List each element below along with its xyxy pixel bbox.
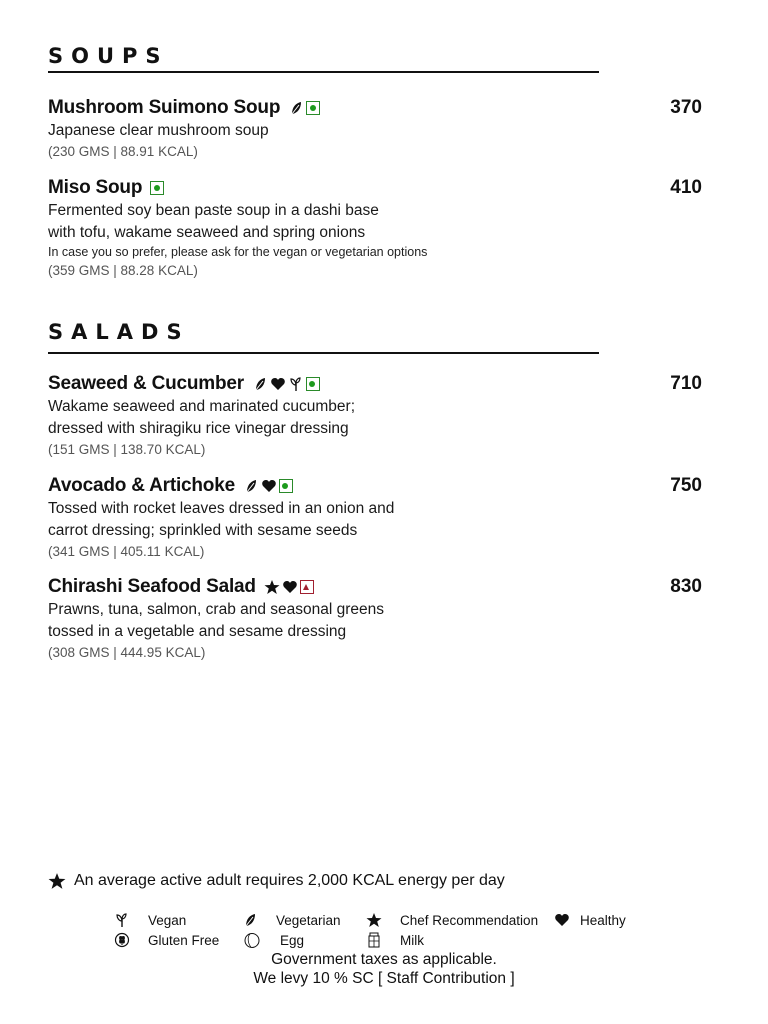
item-price: 750: [670, 475, 702, 496]
item-description: Fermented soy bean paste soup in a dashi base: [48, 202, 379, 219]
item-price: 410: [670, 177, 702, 198]
section-title-salads: SALADS: [48, 320, 190, 344]
item-nutrition: (151 GMS | 138.70 KCAL): [48, 442, 206, 457]
energy-note-text: An average active adult requires 2,000 KCAL energy per day: [74, 872, 505, 889]
veg-mark-icon: [306, 101, 320, 115]
vegetarian-icon: [252, 376, 268, 392]
veg-mark-icon: [150, 181, 164, 195]
item-description: Tossed with rocket leaves dressed in an onion and: [48, 500, 395, 517]
item-nutrition: (308 GMS | 444.95 KCAL): [48, 645, 206, 660]
healthy-icon: [261, 478, 277, 494]
item-price: 710: [670, 373, 702, 394]
vegan-icon: [114, 912, 130, 928]
non-veg-mark-icon: [300, 580, 314, 594]
legend-label-milk: Milk: [400, 932, 424, 948]
gluten-free-icon: [114, 932, 130, 948]
veg-mark-icon: [306, 377, 320, 391]
item-description: dressed with shiragiku rice vinegar dressing: [48, 420, 349, 437]
item-nutrition: (341 GMS | 405.11 KCAL): [48, 544, 205, 559]
legend-label-gluten-free: Gluten Free: [148, 932, 220, 948]
menu-item-chirashi-seafood-salad: [48, 575, 708, 662]
veg-mark-icon: [279, 479, 293, 493]
star-icon: [48, 872, 66, 890]
energy-note: [48, 872, 505, 890]
legend-label-chef: Chef Recommendation: [400, 912, 539, 928]
item-description: with tofu, wakame seaweed and spring onions: [48, 224, 366, 241]
section-divider: [48, 71, 599, 73]
legend-label-vegetarian: Vegetarian: [276, 912, 341, 928]
menu-item-mushroom-suimono-soup: [48, 96, 708, 161]
item-price: 830: [670, 576, 702, 597]
item-price: 370: [670, 97, 702, 118]
milk-icon: [366, 932, 382, 948]
dietary-legend: [114, 910, 674, 950]
item-description: Japanese clear mushroom soup: [48, 122, 269, 139]
item-name: Avocado & Artichoke: [48, 475, 235, 496]
healthy-icon: [282, 579, 298, 595]
menu-item-miso-soup: [48, 176, 708, 280]
vegan-icon: [288, 376, 304, 392]
menu-item-avocado-artichoke: [48, 474, 708, 561]
item-description: carrot dressing; sprinkled with sesame seeds: [48, 522, 358, 539]
menu-item-seaweed-cucumber: [48, 372, 708, 459]
item-description: tossed in a vegetable and sesame dressing: [48, 623, 347, 640]
section-title-soups: SOUPS: [48, 44, 169, 68]
legend-label-healthy: Healthy: [580, 912, 626, 928]
item-name: Mushroom Suimono Soup: [48, 97, 281, 118]
item-description: Prawns, tuna, salmon, crab and seasonal greens: [48, 601, 385, 618]
item-nutrition: (359 GMS | 88.28 KCAL): [48, 263, 198, 278]
service-charge-note: We levy 10 % SC [ Staff Contribution ]: [253, 970, 515, 987]
item-description: Wakame seaweed and marinated cucumber;: [48, 398, 355, 415]
taxes-note: Government taxes as applicable.: [271, 951, 497, 968]
healthy-icon: [554, 912, 570, 928]
section-divider: [48, 352, 599, 354]
item-name: Chirashi Seafood Salad: [48, 576, 256, 597]
item-nutrition: (230 GMS | 88.91 KCAL): [48, 144, 198, 159]
chef-recommendation-icon: [264, 579, 280, 595]
vegetarian-icon: [288, 100, 304, 116]
chef-recommendation-icon: [366, 912, 382, 928]
vegetarian-icon: [243, 478, 259, 494]
egg-icon: [242, 932, 262, 948]
healthy-icon: [270, 376, 286, 392]
item-name: Seaweed & Cucumber: [48, 373, 244, 394]
item-note: In case you so prefer, please ask for the vegan or vegetarian options: [48, 245, 428, 259]
vegetarian-icon: [242, 912, 258, 928]
legend-label-vegan: Vegan: [148, 912, 187, 928]
item-name: Miso Soup: [48, 177, 143, 198]
legend-label-egg: Egg: [280, 932, 305, 948]
